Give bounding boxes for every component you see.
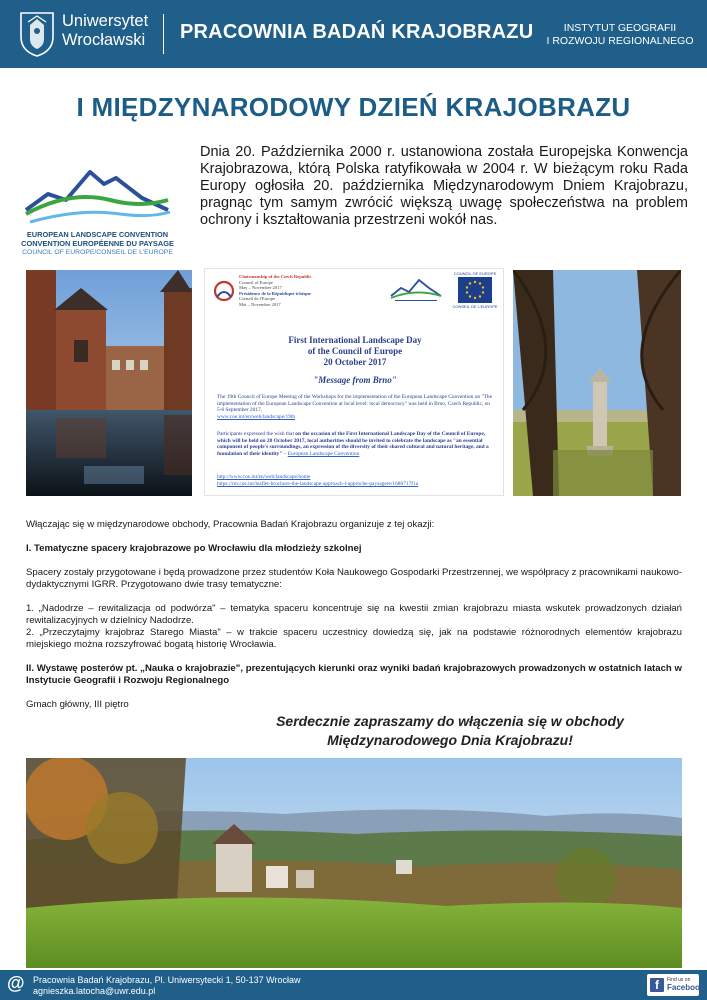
- czech-chairmanship-text: [239, 274, 311, 308]
- cz-line-5: Conseil de l'Europe: [239, 296, 276, 302]
- leaflet-link-brochure-row: [217, 481, 501, 488]
- coe-label-en: COUNCIL OF EUROPE: [453, 271, 497, 276]
- page-title: I MIĘDZYNARODOWY DZIEŃ KRAJOBRAZU: [76, 92, 631, 122]
- leaflet-link-brochure[interactable]: https://rm.coe.int/leaflet-brochure-the-landscape-approach-l-approche-paysagere/1680717f1a: [217, 481, 419, 487]
- cz-line-4: Présidence de la République tchèque: [239, 290, 311, 296]
- leaflet-paragraph-2-intro: Participants expressed the wish that: [217, 431, 296, 437]
- header-divider: [163, 14, 164, 54]
- header-bar: [0, 0, 707, 68]
- elc-text-coe: COUNCIL OF EUROPE/CONSEIL DE L'EUROPE: [22, 249, 173, 256]
- leaflet-paragraph-1: [217, 394, 493, 420]
- section-1-heading: I. Tematyczne spacery krajobrazowe po Wrocławiu dla młodzieży szkolnej: [26, 543, 362, 554]
- institute-name-line-2: I ROZWOJU REGIONALNEGO: [546, 35, 694, 47]
- elc-mountains-icon: [20, 148, 175, 230]
- invitation-line-1: Serdecznie zapraszamy do włączenia się w obchody: [276, 713, 624, 729]
- section-1-paragraph: Spacery zostały przygotowane i będą prowadzone przez studentów Koła Naukowego Gospodarki Przestrzennej, we współpracy z pracownikami naukowo-dydaktycznymi IGRR. Przygotowano dwie trasy tematyczne:: [26, 567, 682, 590]
- leaflet-paragraph-2-dash: –: [282, 450, 288, 457]
- leaflet-title-line-3: 20 October 2017: [323, 357, 387, 367]
- leaflet-link-home[interactable]: http://www.coe.int/en/web/landscape/home: [217, 474, 311, 480]
- facebook-find-us: Find us on: [667, 977, 691, 983]
- roadside-shrine-photo: [513, 270, 681, 496]
- facebook-badge[interactable]: [647, 974, 705, 996]
- leaflet-title-line-2: of the Council of Europe: [307, 346, 403, 356]
- section-2-heading: II. Wystawę posterów pt. „Nauka o krajobrazie", prezentujących kierunki oraz wyniki badań krajobrazowych prowadzonych w ostatnich latach w Instytucie Geografii i Rozwoju Regionalnego: [26, 663, 682, 686]
- leaflet-link-elc[interactable]: European Landscape Convention: [287, 450, 360, 457]
- leaflet-link-19th[interactable]: www.coe.int/en/web/landscape/19th: [217, 413, 296, 420]
- university-name-line-1: Uniwersytet: [62, 12, 149, 30]
- footer-email-link[interactable]: agnieszka.latocha@uwr.edu.pl: [33, 986, 156, 996]
- route-item-1: 1. „Nadodrze – rewitalizacja od podwórza" – tematyka spaceru koncentruje się na kwestii zmian krajobrazu miasta wskutek prowadzonych działań rewitalizacyjnych w dzielnicy Nadodrze.: [26, 603, 682, 626]
- location-text: Gmach główny, III piętro: [26, 699, 129, 710]
- elc-text-en: EUROPEAN LANDSCAPE CONVENTION: [26, 230, 169, 239]
- body-text: [26, 519, 682, 723]
- body-intro: Włączając się w międzynarodowe obchody, Pracownia Badań Krajobrazu organizuje z tej okazji:: [26, 519, 435, 530]
- route-item-2: 2. „Przeczytajmy krajobraz Starego Miasta" – w trakcie spaceru uczestnicy dowiedzą się, jak na podstawie różnorodnych elementów krajobrazu miejskiego można rozszyfrować bogatą historię Wrocławia.: [26, 627, 682, 650]
- leaflet-paragraph-2: [217, 431, 493, 457]
- intro-paragraph: Dnia 20. Października 2000 r. ustanowiona została Europejska Konwencja Krajobrazowa, którą Polska ratyfikowała w 2004 r. W bieżącym roku Rada Europy ogłosiła 20. października Międzynarodowym Dniem Krajobrazu, pragnąc tym samym zwrócić większą uwagę społeczeństwa na problem ochrony i kształtowania przestrzeni wokół nas.: [200, 144, 688, 228]
- cz-line-2: Council of Europe: [239, 279, 273, 285]
- leaflet-title-line-1: First International Landscape Day: [288, 335, 422, 345]
- landscape-panorama-photo: [26, 758, 682, 968]
- castle-moat-photo: [26, 270, 192, 496]
- invitation-text: [230, 712, 670, 750]
- elc-text-fr: CONVENTION EUROPÉENNE DU PAYSAGE: [21, 239, 174, 248]
- header-title: PRACOWNIA BADAŃ KRAJOBRAZU: [180, 21, 534, 43]
- invitation-line-2: Międzynarodowego Dnia Krajobrazu!: [327, 732, 573, 748]
- institute-name-line-1: INSTYTUT GEOGRAFII: [563, 22, 677, 34]
- leaflet-paragraph-2-bold: on the occasion of the First International Landscape Day of the Council of Europe, which will be held on 20 October 2017, local authorities should be invited to celebrate the landscape as "an essential component of people's surroundings, an expression of the diversity of their shared cultural and natural heritage, and a foundation of their identity": [217, 431, 489, 457]
- at-icon: @: [7, 973, 25, 993]
- university-name: [62, 12, 148, 50]
- footer-address: Pracownia Badań Krajobrazu, Pl. Uniwersytecki 1, 50-137 Wrocław: [33, 975, 301, 985]
- coe-label-fr: CONSEIL DE L'EUROPE: [452, 304, 498, 309]
- czech-chairmanship-icon: [213, 277, 235, 307]
- cz-line-3: May – November 2017: [239, 285, 282, 291]
- institute-name: [540, 22, 700, 48]
- elc-mini-logo-icon: [389, 274, 443, 304]
- message-from-brno-leaflet: [204, 268, 504, 496]
- university-crest-icon: [18, 9, 56, 57]
- eu-flag-icon: [458, 277, 492, 303]
- leaflet-title: [205, 335, 504, 368]
- university-name-line-2: Wrocławski: [62, 31, 146, 49]
- leaflet-subtitle: "Message from Brno": [313, 375, 397, 385]
- council-of-europe-logo: [451, 271, 499, 315]
- cz-line-6: Mai – Novembre 2017: [239, 301, 281, 307]
- facebook-label: Facebook: [667, 983, 705, 992]
- facebook-icon: f: [650, 978, 664, 992]
- cz-line-1: Chairmanship of the Czech Republic: [239, 274, 312, 279]
- leaflet-link-home-row: [217, 474, 501, 481]
- leaflet-paragraph-1-text: The 19th Council of Europe Meeting of the Workshops for the implementation of the European Landscape Convention on "The implementation of the European Landscape Convention at local level: local democracy" was held in Brno, Czech Republic, on 5-6 September 2017.: [217, 394, 493, 414]
- elc-logo: [20, 148, 175, 263]
- footer-bar: [0, 970, 707, 1000]
